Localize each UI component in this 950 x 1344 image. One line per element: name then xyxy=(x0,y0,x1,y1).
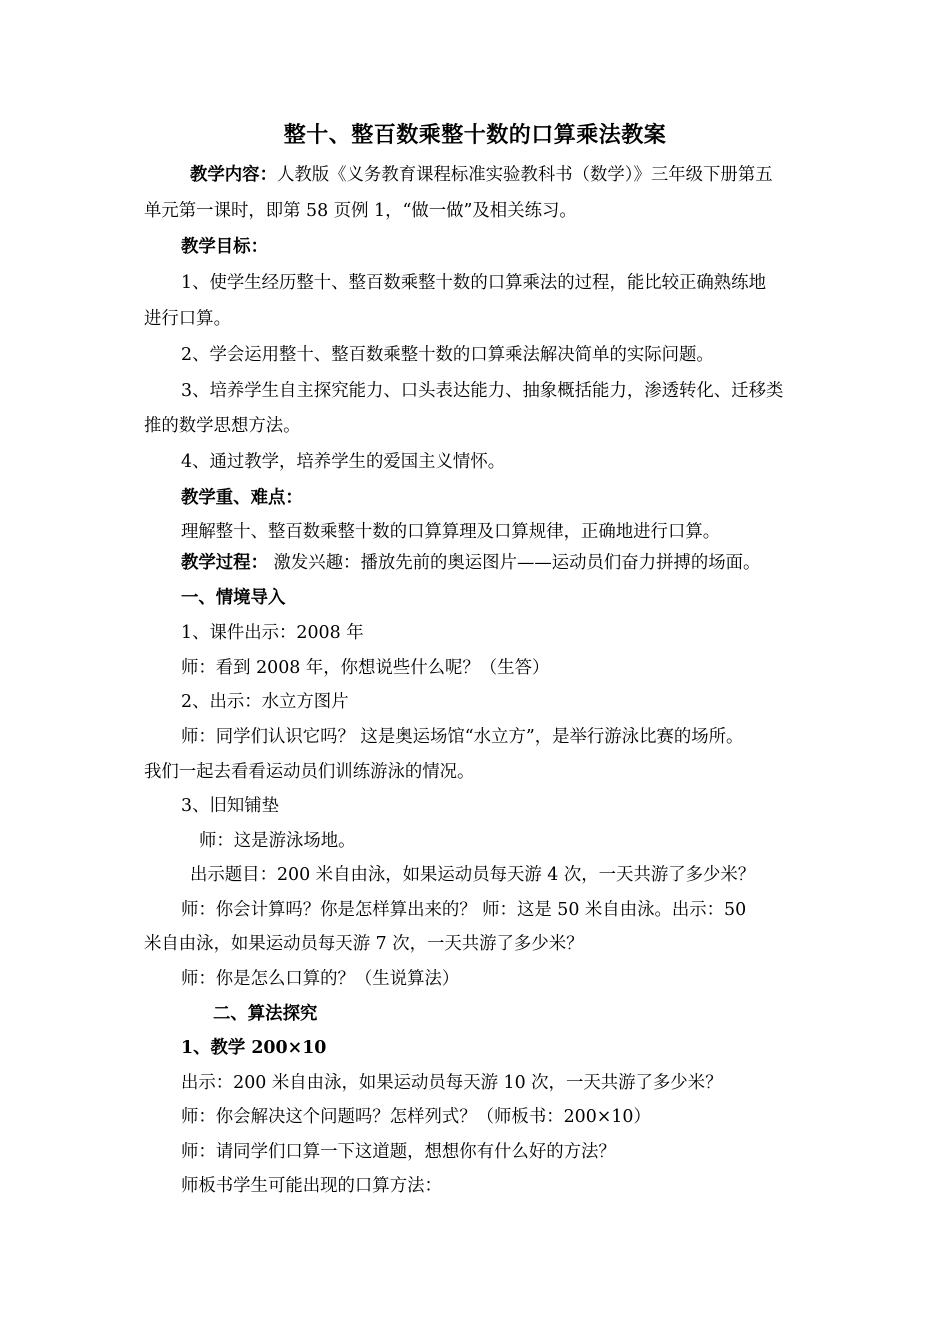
teaching-content-continued: 单元第一课时，即第 58 页例 1，“做一做”及相关练习。 xyxy=(144,201,577,221)
goal-3: 3、培养学生自主探究能力、口头表达能力、抽象概括能力，渗透转化、迁移类 xyxy=(181,381,784,401)
goal-1: 1、使学生经历整十、整百数乘整十数的口算乘法的过程，能比较正确熟练地 xyxy=(181,273,766,293)
goal-2: 2、学会运用整十、整百数乘整十数的口算乘法解决简单的实际问题。 xyxy=(181,345,714,365)
section-2-teacher-2: 师：请同学们口算一下这道题，想想你有什么好的方法？ xyxy=(181,1142,616,1162)
goal-1-continued: 进行口算。 xyxy=(144,309,231,329)
section-1-teacher-4-continued: 米自由泳，如果运动员每天游 7 次，一天共游了多少米？ xyxy=(144,934,584,954)
section-1-teacher-1: 师：看到 2008 年，你想说些什么呢？（生答） xyxy=(181,658,550,678)
goal-4: 4、通过教学，培养学生的爱国主义情怀。 xyxy=(181,452,506,472)
key-points-text: 理解整十、整百数乘整十数的口算算理及口算规律，正确地进行口算。 xyxy=(181,522,721,542)
process-text: 激发兴趣：播放先前的奥运图片——运动员们奋力拼搏的场面。 xyxy=(267,553,761,573)
section-1-heading: 一、情境导入 xyxy=(181,588,286,608)
document-title: 整十、整百数乘整十数的口算乘法教案 xyxy=(283,122,667,148)
teaching-content-line xyxy=(190,162,773,188)
section-1-item-2: 2、出示：水立方图片 xyxy=(181,692,349,712)
goal-3-continued: 推的数学思想方法。 xyxy=(144,416,301,436)
section-1-teacher-2: 师：同学们认识它吗？ 这是奥运场馆“水立方”，是举行游泳比赛的场所。 xyxy=(181,727,744,747)
section-1-item-3: 3、旧知铺垫 xyxy=(181,796,280,816)
section-2-subheading: 1、教学 200×10 xyxy=(181,1038,327,1058)
section-1-question: 出示题目：200 米自由泳，如果运动员每天游 4 次，一天共游了多少米？ xyxy=(190,865,756,885)
goals-heading: 教学目标： xyxy=(181,237,268,257)
section-1-teacher-3: 师：这是游泳场地。 xyxy=(199,831,356,851)
section-2-show: 出示：200 米自由泳，如果运动员每天游 10 次，一天共游了多少米？ xyxy=(181,1073,723,1093)
section-2-board: 师板书学生可能出现的口算方法： xyxy=(181,1176,442,1196)
section-1-item-1: 1、课件出示：2008 年 xyxy=(181,623,364,643)
section-1-teacher-2-continued: 我们一起去看看运动员们训练游泳的情况。 xyxy=(144,762,475,782)
process-line xyxy=(181,550,760,576)
section-2-heading: 二、算法探究 xyxy=(213,1004,318,1024)
section-1-teacher-5: 师：你是怎么口算的？（生说算法） xyxy=(181,969,460,989)
teaching-content-text: 人教版《义务教育课程标准实验教科书（数学）》三年级下册第五 xyxy=(276,165,773,185)
section-2-teacher-1: 师：你会解决这个问题吗？怎样列式？（师板书：200×10） xyxy=(181,1107,651,1127)
section-1-teacher-4: 师：你会计算吗？你是怎样算出来的？ 师：这是 50 米自由泳。出示：50 xyxy=(181,900,747,920)
key-points-heading: 教学重、难点： xyxy=(181,488,303,508)
teaching-content-label: 教学内容： xyxy=(190,165,277,185)
process-label: 教学过程： xyxy=(181,553,268,573)
